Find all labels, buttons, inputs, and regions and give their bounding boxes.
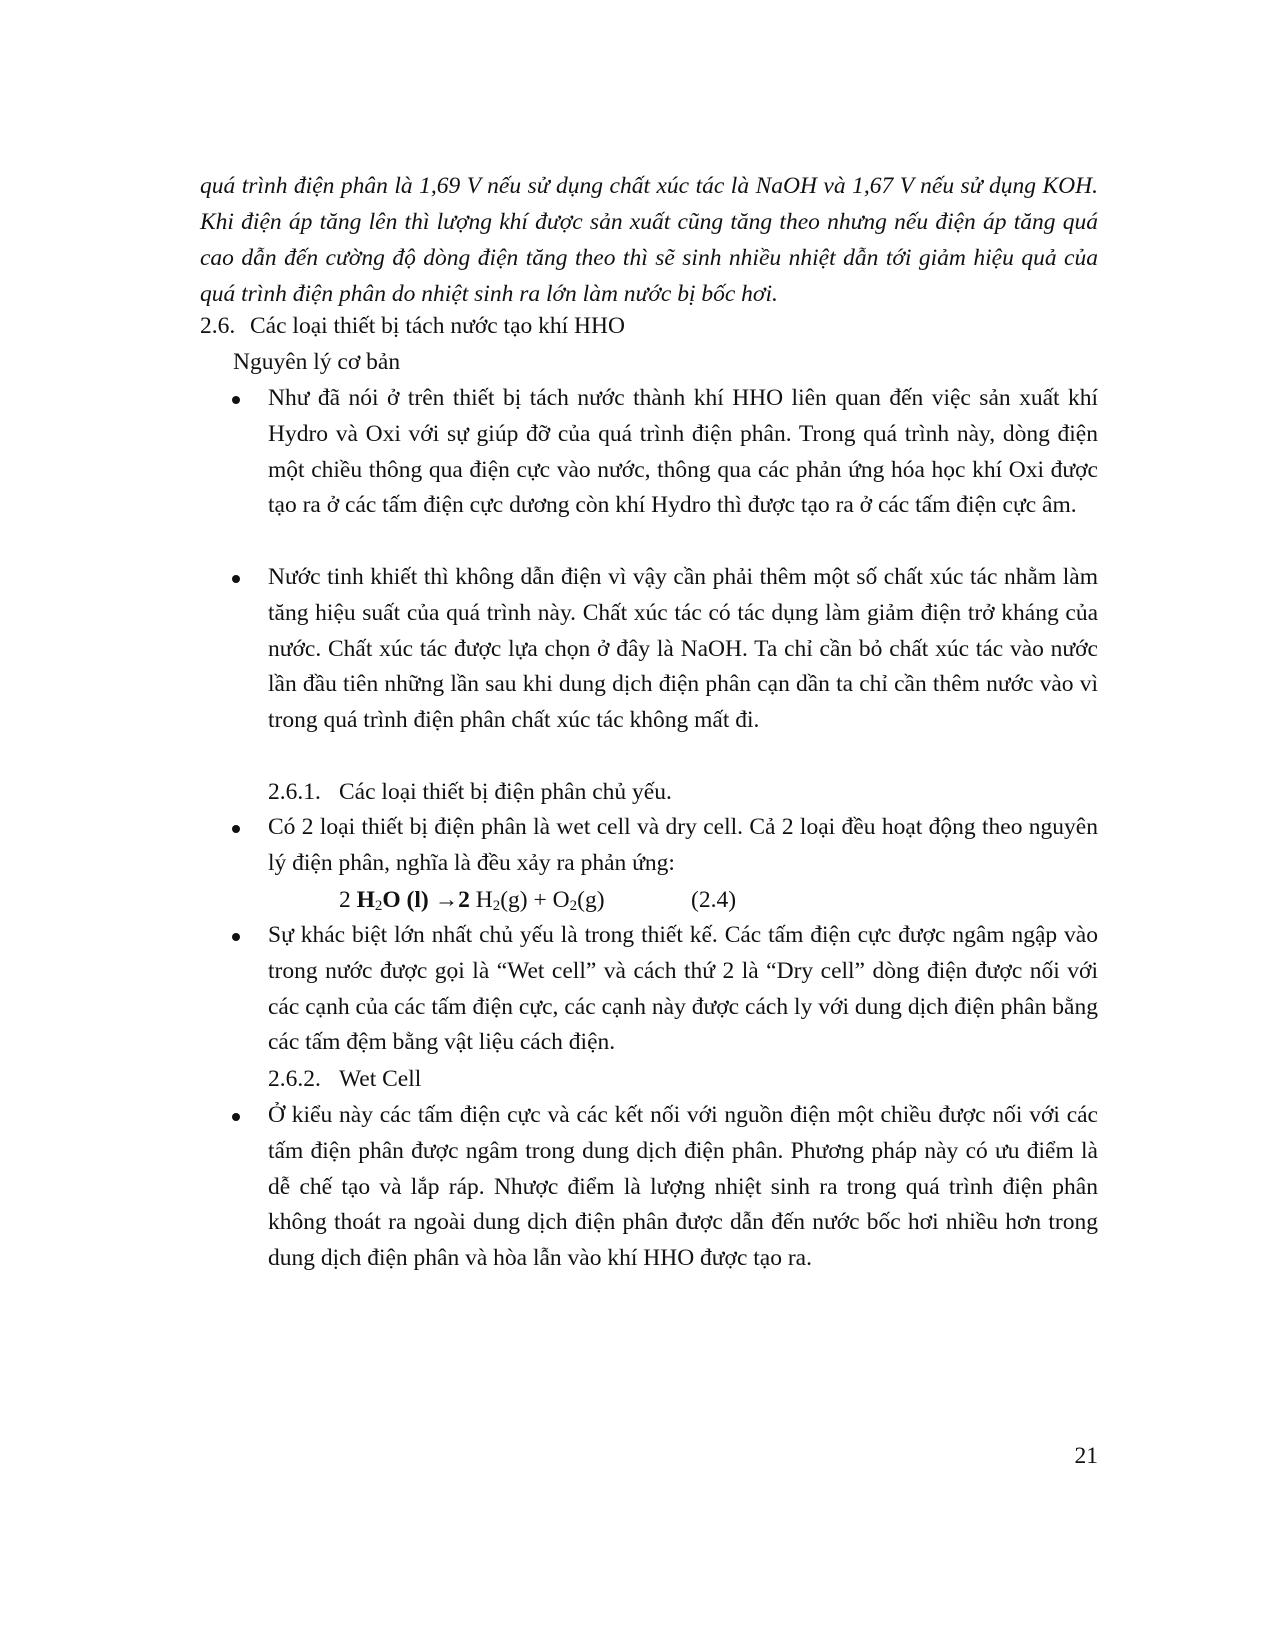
subsection-title: Wet Cell [339, 1066, 422, 1092]
bullet-item [268, 810, 1098, 882]
principle-heading: Nguyên lý cơ bản [233, 349, 401, 375]
bullet-text: Ở kiểu này các tấm điện cực và các kết nối với nguồn điện một chiều được nối với các tấm điện phân được ngâm trong dung dịch điện phân. Phương pháp này có ưu điểm là dễ chế tạo và lắp ráp. Nhược điểm là lượng nhiệt sinh ra trong quá trình điện phân không thoát ra ngoài dung dịch điện phân được dẫn đến nước bốc hơi nhiều hơn trong dung dịch điện phân và hòa lẫn vào khí HHO được tạo ra. [268, 1102, 1098, 1272]
page-number: 21 [1074, 1443, 1098, 1469]
subsection-number: 2.6.1. [268, 779, 321, 805]
bullet-dot-icon [232, 933, 240, 941]
subsection-title: Các loại thiết bị điện phân chủ yếu. [339, 779, 672, 805]
equation-body: 2 $H_2O$ (l) →2 $H_2(g) + O_2(g)$ [339, 887, 605, 914]
bullet-dot-icon [232, 825, 240, 833]
subsection-heading [268, 1061, 421, 1097]
section-title: Các loại thiết bị tách nước tạo khí HHO [250, 313, 625, 339]
intro-paragraph: quá trình điện phân là 1,69 V nếu sử dụng chất xúc tác là NaOH và 1,67 V nếu sử dụng KOH. Khi điện áp tăng lên thì lượng khí được sản xuất cũng tăng theo nhưng nếu điện áp tăng quá cao dẫn đến cường độ dòng điện tăng theo thì sẽ sinh nhiều nhiệt dẫn tới giảm hiệu quả của quá trình điện phân do nhiệt sinh ra lớn làm nước bị bốc hơi. [200, 173, 1098, 307]
equation-label: (2.4) [691, 887, 737, 913]
bullet-dot-icon [232, 1113, 240, 1121]
bullet-text: Nước tinh khiết thì không dẫn điện vì vậy cần phải thêm một số chất xúc tác nhằm làm tăng hiệu suất của quá trình này. Chất xúc tác có tác dụng làm giảm điện trở kháng của nước. Chất xúc tác được lựa chọn ở đây là NaOH. Ta chỉ cần bỏ chất xúc tác vào nước lần đầu tiên những lần sau khi dung dịch điện phân cạn dần ta chỉ cần thêm nước vào vì trong quá trình điện phân chất xúc tác không mất đi. [268, 564, 1098, 734]
bullet-dot-icon [232, 396, 240, 404]
subsection-number: 2.6.2. [268, 1066, 321, 1092]
bullet-text: Sự khác biệt lớn nhất chủ yếu là trong thiết kế. Các tấm điện cực được ngâm ngập vào trong nước được gọi là “Wet cell” và cách thứ 2 là “Dry cell” dòng điện được nối với các cạnh của các tấm điện cực, các cạnh này được cách ly với dung dịch điện phân bằng các tấm đệm bằng vật liệu cách điện. [268, 922, 1098, 1056]
chemical-equation [339, 882, 736, 918]
section-heading [200, 308, 625, 344]
bullet-item [268, 918, 1098, 1061]
bullet-text: Có 2 loại thiết bị điện phân là wet cell và dry cell. Cả 2 loại đều hoạt động theo nguyên lý điện phân, nghĩa là đều xảy ra phản ứng: [268, 814, 1098, 876]
bullet-text: Như đã nói ở trên thiết bị tách nước thành khí HHO liên quan đến việc sản xuất khí Hydro và Oxi với sự giúp đỡ của quá trình điện phân. Trong quá trình này, dòng điện một chiều thông qua điện cực vào nước, thông qua các phản ứng hóa học khí Oxi được tạo ra ở các tấm điện cực dương còn khí Hydro thì được tạo ra ở các tấm điện cực âm. [268, 385, 1098, 519]
bullet-item [268, 560, 1098, 739]
section-number: 2.6. [200, 313, 236, 339]
bullet-item [268, 1098, 1098, 1277]
subsection-heading [268, 774, 672, 810]
bullet-dot-icon [232, 575, 240, 583]
bullet-item [268, 381, 1098, 524]
